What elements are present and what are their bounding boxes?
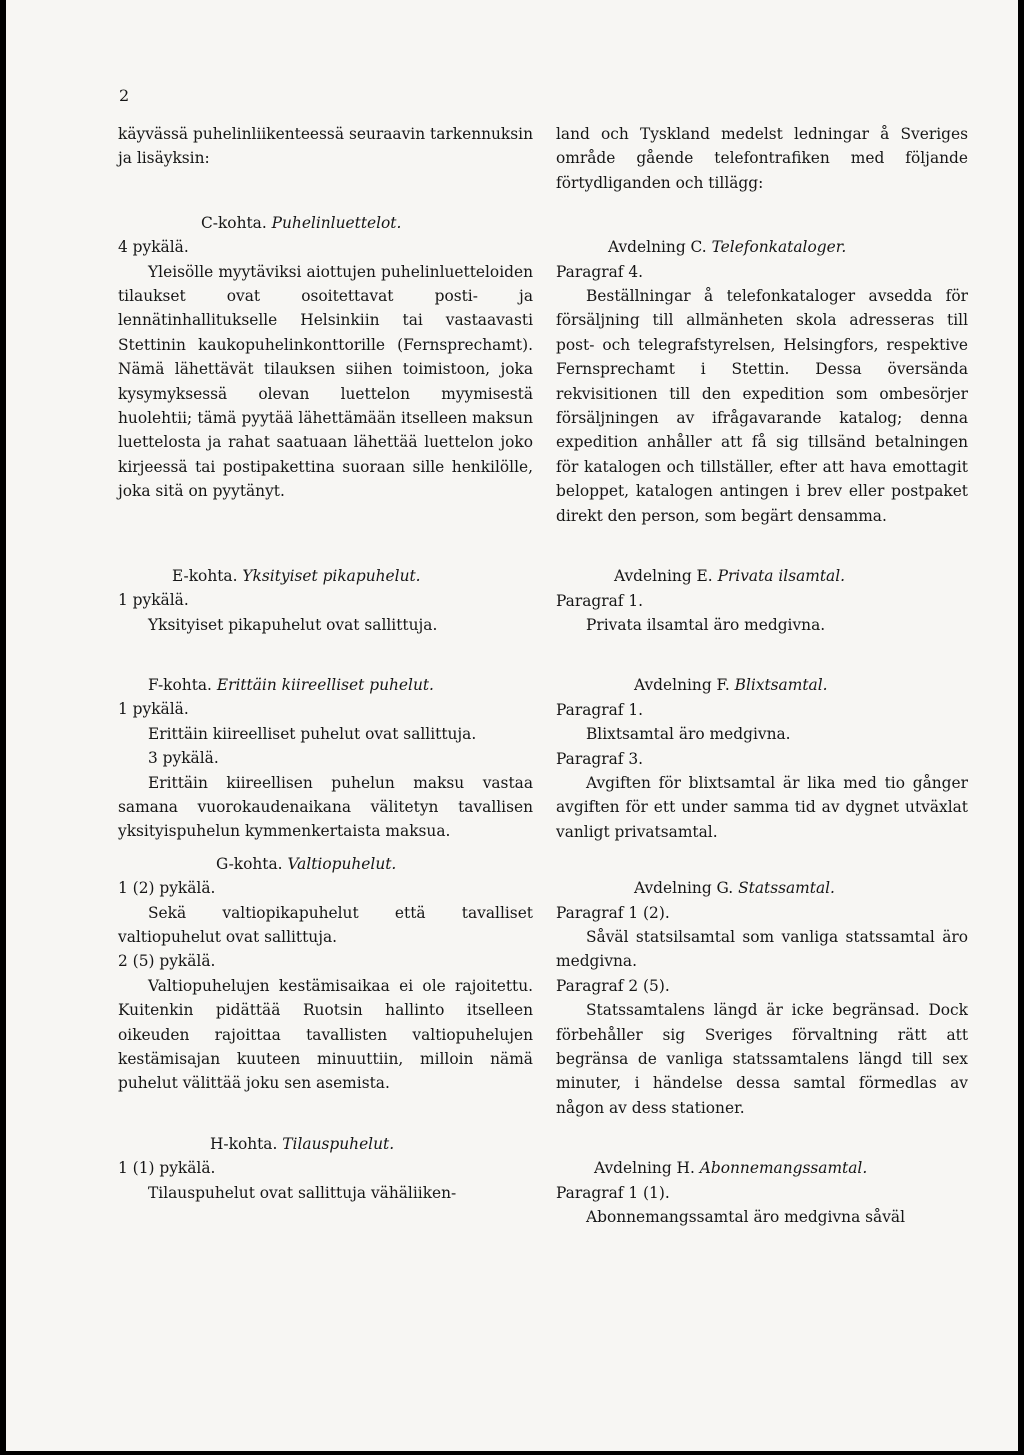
paragraph-number: 3 pykälä. <box>148 749 219 768</box>
paragraph-text: Avgiften för blixtsamtal är lika med tio gånger avgiften för ett under samma tid av dygnet utväxlat vanligt privatsamtal. <box>556 773 968 841</box>
section-g <box>556 876 968 1120</box>
paragraph-text: Sekä valtiopikapuhelut että tavalliset valtiopuhelut ovat sallittuja. <box>118 903 533 946</box>
intro-text: land och Tyskland medelst ledningar å Sveriges område gående telefontrafiken med följande förtydliganden och tillägg: <box>556 125 968 192</box>
paragraph-text: Yleisölle myytäviksi aiottujen puhelinluetteloiden tilaukset ovat osoitettavat posti- ja lennätinhallitukselle Helsinkiin tai vastaavasti Stettinin kaukopuhelinkonttorille (Fernsprechamt). Nämä lähettävät tilauksen siihen toimistoon, joka kysymyksessä olevan luettelon myymisestä huolehtii; tämä pyytää lähettämään itselleen maksun luettelosta ja rahat saatuaan lähettää luettelon joko kirjeessä tai postipakettina suoraan sille henkilölle, joka sitä on pyytänyt. <box>118 262 533 501</box>
section-title: Statssamtal. <box>738 879 835 898</box>
paragraph-text: Statssamtalens längd är icke begränsad. Dock förbehåller sig Sveriges förvaltning rätt att begränsa de vanliga statssamtalens längd till sex minuter, i händelse dessa samtal förmedlas av någon av dess stationer. <box>556 1001 968 1117</box>
section-label: Avdelning F. <box>634 676 730 695</box>
section-title: Abonnemangssamtal. <box>699 1159 868 1178</box>
section-title: Valtiopuhelut. <box>287 854 397 873</box>
section-label: Avdelning C. <box>608 238 707 257</box>
paragraph-number: Paragraf 1. <box>556 700 644 719</box>
intro-text: käyvässä puhelinliikenteessä seuraavin tarkennuksin ja lisäyksin: <box>118 125 533 168</box>
section-f <box>556 673 968 844</box>
section-heading <box>556 673 968 697</box>
paragraph-number: 1 pykälä. <box>118 700 189 719</box>
section-heading <box>118 673 533 697</box>
paragraph-number: Paragraf 1. <box>556 591 644 610</box>
swedish-column <box>556 122 968 1229</box>
paragraph-text: Yksityiset pikapuhelut ovat sallittuja. <box>148 615 438 634</box>
section-title: Yksityiset pikapuhelut. <box>242 566 421 585</box>
page-number: 2 <box>119 86 130 105</box>
section-title: Privata ilsamtal. <box>717 567 846 586</box>
paragraph-number: 2 (5) pykälä. <box>118 952 216 971</box>
paragraph-text: Privata ilsamtal äro medgivna. <box>586 615 826 634</box>
paragraph-number: Paragraf 1 (1). <box>556 1183 670 1202</box>
paragraph-text: Beställningar å telefonkataloger avsedda för försäljning till allmänheten skola adresseras till post- och telegrafstyrelsen, Helsingfors, respektive Fernsprechamt i Stettin. Dessa översända rekvisitionen till den expedition som ombesörjer försäljningen av ifrågavarande katalog; denna expedition anhåller att få sig tillsänd betalningen för katalogen och tillställer, efter att hava emottagit beloppet, katalogen antingen i brev eller postpaket direkt den person, som begärt densamma. <box>556 287 968 525</box>
paragraph-text: Blixtsamtal äro medgivna. <box>586 725 791 744</box>
section-label: Avdelning G. <box>634 879 734 898</box>
paragraph-number: 4 pykälä. <box>118 238 189 257</box>
section-e <box>556 564 968 637</box>
section-label: C-kohta. <box>201 213 267 232</box>
section-heading <box>556 564 968 588</box>
section-c <box>556 235 968 528</box>
section-label: Avdelning H. <box>594 1159 695 1178</box>
section-label: F-kohta. <box>148 675 212 694</box>
paragraph-text: Såväl statsilsamtal som vanliga statssamtal äro medgivna. <box>556 927 968 971</box>
section-title: Tilauspuhelut. <box>282 1134 395 1153</box>
finnish-column <box>118 122 533 1205</box>
section-g <box>118 852 533 1096</box>
section-h <box>556 1156 968 1229</box>
section-label: Avdelning E. <box>614 567 713 586</box>
paragraph-text: Valtiopuhelujen kestämisaikaa ei ole rajoitettu. Kuitenkin pidättää Ruotsin hallinto itselleen oikeuden rajoittaa tavallisten valtiopuhelujen kestämisajan kuuteen minuuttiin, milloin nämä puhelut välittää joku sen asemista. <box>118 976 533 1093</box>
section-c <box>118 211 533 504</box>
paragraph-number: 1 pykälä. <box>118 591 189 610</box>
section-heading <box>118 211 533 235</box>
section-heading <box>118 1132 533 1156</box>
paragraph-text: Tilauspuhelut ovat sallittuja vähäliiken- <box>148 1183 457 1202</box>
paragraph-number: Paragraf 1 (2). <box>556 903 670 922</box>
section-title: Telefonkataloger. <box>711 238 847 257</box>
paragraph-text: Erittäin kiireelliset puhelut ovat sallittuja. <box>148 724 477 743</box>
paragraph-number: 1 (2) pykälä. <box>118 879 216 898</box>
paragraph-number: 1 (1) pykälä. <box>118 1159 216 1178</box>
section-title: Erittäin kiireelliset puhelut. <box>216 675 434 694</box>
section-label: H-kohta. <box>210 1134 278 1153</box>
section-f <box>118 673 533 844</box>
paragraph-text: Erittäin kiireellisen puhelun maksu vastaa samana vuorokaudenaikana välitetyn tavallisen yksityispuhelun kymmenkertaista maksua. <box>118 773 533 841</box>
section-heading <box>118 564 533 588</box>
section-heading <box>556 235 968 259</box>
section-label: E-kohta. <box>172 566 238 585</box>
section-heading <box>118 852 533 876</box>
section-heading <box>556 876 968 900</box>
section-label: G-kohta. <box>216 854 283 873</box>
paragraph-number: Paragraf 3. <box>556 749 644 768</box>
paragraph-text: Abonnemangssamtal äro medgivna såväl <box>586 1208 906 1227</box>
section-heading <box>556 1156 968 1180</box>
paragraph-number: Paragraf 2 (5). <box>556 976 670 995</box>
paragraph-number: Paragraf 4. <box>556 262 644 281</box>
section-title: Puhelinluettelot. <box>271 213 402 232</box>
section-e <box>118 564 533 637</box>
section-h <box>118 1132 533 1205</box>
section-title: Blixtsamtal. <box>734 676 828 695</box>
